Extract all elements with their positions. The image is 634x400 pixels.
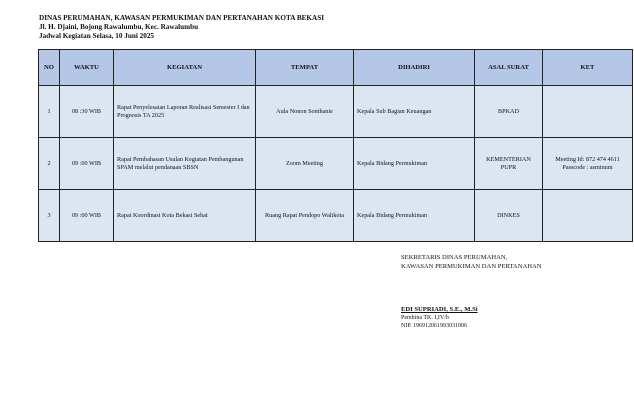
signatory-title-line2: KAWASAN PERMUKIMAN DAN PERTANAHAN: [401, 263, 542, 270]
header-no: NO: [39, 50, 60, 86]
signature-block: [401, 253, 542, 330]
table-row: [39, 86, 633, 138]
agency-address: Jl. H. Djaini, Bojong Rawalumbu, Kec. Rawalumbu: [39, 23, 199, 31]
cell-kegiatan: Rapat Penyelesaian Laporan Realisasi Semester I dan Prognosis TA 2025: [114, 86, 256, 138]
cell-dihadiri: Kepala Bidang Permukiman: [354, 190, 475, 242]
cell-ket: Meeting Id: 872 474 4611 Passcode : asminum: [543, 138, 633, 190]
cell-waktu: 09 :00 WIB: [60, 138, 114, 190]
cell-waktu: 09 :00 WIB: [60, 190, 114, 242]
cell-ket: [543, 86, 633, 138]
schedule-table: [38, 49, 633, 242]
cell-dihadiri: Kepala Sub Bagian Keuangan: [354, 86, 475, 138]
cell-tempat: Ruang Rapat Pendopo Walikota: [256, 190, 354, 242]
cell-kegiatan: Rapat Pembahasan Usulan Kegiatan Pembangunan SPAM melalui pendanaan SBSN: [114, 138, 256, 190]
header-tempat: TEMPAT: [256, 50, 354, 86]
cell-asal-surat: DINKES: [475, 190, 543, 242]
table-row: [39, 138, 633, 190]
header-dihadiri: DIHADIRI: [354, 50, 475, 86]
agency-title: DINAS PERUMAHAN, KAWASAN PERMUKIMAN DAN PERTANAHAN KOTA BEKASI: [39, 14, 324, 22]
cell-ket: [543, 190, 633, 242]
cell-no: 3: [39, 190, 60, 242]
signatory-title-line1: SEKRETARIS DINAS PERUMAHAN,: [401, 254, 508, 261]
cell-no: 1: [39, 86, 60, 138]
cell-asal-surat: KEMENTERIAN PUPR: [475, 138, 543, 190]
table-header-row: [39, 50, 633, 86]
cell-waktu: 08 :30 WIB: [60, 86, 114, 138]
table-row: [39, 190, 633, 242]
signatory-name: EDI SUPRIADI, S.E., M.Si: [401, 306, 478, 313]
cell-no: 2: [39, 138, 60, 190]
header-asal-surat: ASAL SURAT: [475, 50, 543, 86]
cell-tempat: Zoom Meeting: [256, 138, 354, 190]
header-ket: KET: [543, 50, 633, 86]
signatory-nip: NIP. 196912061993031006: [401, 323, 468, 329]
signatory-rank: Pembina TK. I,IV/b: [401, 315, 449, 321]
schedule-date: Jadwal Kegiatan Selasa, 10 Juni 2025: [39, 32, 155, 40]
cell-asal-surat: BPKAD: [475, 86, 543, 138]
header-waktu: WAKTU: [60, 50, 114, 86]
cell-kegiatan: Rapat Koordinasi Kota Bekasi Sehat: [114, 190, 256, 242]
cell-dihadiri: Kepala Bidang Permukiman: [354, 138, 475, 190]
document-header: [39, 14, 324, 41]
cell-tempat: Aula Nonon Sonthanie: [256, 86, 354, 138]
header-kegiatan: KEGIATAN: [114, 50, 256, 86]
